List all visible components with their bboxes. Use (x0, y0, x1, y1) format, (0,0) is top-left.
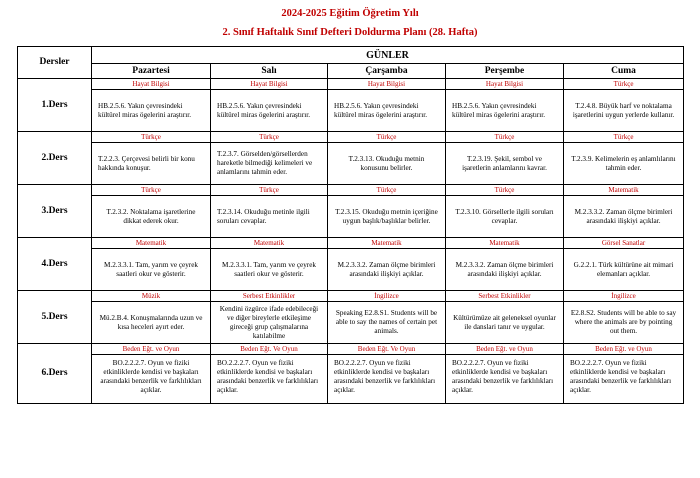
subject-label: Beden Eğt. ve Oyun (564, 344, 684, 355)
subject-label: Görsel Sanatlar (564, 238, 684, 249)
lesson-block-6 (18, 344, 684, 404)
objective-text: G.2.2.1. Türk kültürüne ait mimari elemanları açıklar. (564, 249, 684, 291)
lesson-label: 3.Ders (18, 185, 92, 238)
objective-text: BO.2.2.2.7. Oyun ve fiziki etkinliklerde kendisi ve başkaları arasındaki benzerlik ve farklılıkları açıklar. (328, 355, 446, 404)
subject-label: Matematik (92, 238, 211, 249)
subject-label: Matematik (211, 238, 328, 249)
objective-text: T.2.4.8. Büyük harf ve noktalama işaretlerini uygun yerlerde kullanır. (564, 90, 684, 132)
objective-text: Mü.2.B.4. Konuşmalarında uzun ve kısa heceleri ayırt eder. (92, 302, 211, 344)
lesson-block-5 (18, 291, 684, 344)
lesson-block-1 (18, 79, 684, 132)
day-header-monday: Pazartesi (92, 64, 211, 79)
objective-text: Speaking E2.8.S1. Students will be able to say the names of certain pet animals. (328, 302, 446, 344)
lesson-label: 4.Ders (18, 238, 92, 291)
lesson-block-2 (18, 132, 684, 185)
objective-text: BO.2.2.2.7. Oyun ve fiziki etkinliklerde kendisi ve başkaları arasındaki benzerlik ve farklılıkları açıklar. (92, 355, 211, 404)
subject-label: Serbest Etkinlikler (446, 291, 564, 302)
objective-text: T.2.3.10. Görsellerle ilgili soruları cevaplar. (446, 196, 564, 238)
objective-text: T.2.3.7. Görselden/görsellerden hareketle bilmediği kelimeleri ve anlamlarını tahmin eder. (211, 143, 328, 185)
objective-text: T.2.3.2. Noktalama işaretlerine dikkat ederek okur. (92, 196, 211, 238)
objective-text: M.2.3.3.2. Zaman ölçme birimleri arasındaki ilişkiyi açıklar. (328, 249, 446, 291)
objective-text: HB.2.5.6. Yakın çevresindeki kültürel miras ögelerini araştırır. (446, 90, 564, 132)
objective-text: HB.2.5.6. Yakın çevresindeki kültürel miras ögelerini araştırır. (92, 90, 211, 132)
subject-label: İngilizce (564, 291, 684, 302)
subject-label: İngilizce (328, 291, 446, 302)
days-header: GÜNLER (92, 47, 684, 64)
objective-text: HB.2.5.6. Yakın çevresindeki kültürel miras ögelerini araştırır. (211, 90, 328, 132)
subject-label: Türkçe (328, 185, 446, 196)
subject-label: Matematik (328, 238, 446, 249)
lessons-header: Dersler (18, 47, 92, 79)
subject-label: Beden Eğt. Ve Oyun (328, 344, 446, 355)
subject-label: Beden Eğt. ve Oyun (92, 344, 211, 355)
lesson-block-3 (18, 185, 684, 238)
objective-text: T.2.3.9. Kelimelerin eş anlamlılarını tahmin eder. (564, 143, 684, 185)
objective-text: T.2.3.19. Şekil, sembol ve işaretlerin anlamlarını kavrar. (446, 143, 564, 185)
subject-label: Matematik (446, 238, 564, 249)
objective-text: T.2.2.3. Çerçevesi belirli bir konu hakkında konuşur. (92, 143, 211, 185)
objective-text: BO.2.2.2.7. Oyun ve fiziki etkinliklerde kendisi ve başkaları arasındaki benzerlik ve farklılıkları açıklar. (211, 355, 328, 404)
objective-text: Kültürümüze ait geleneksel oyunlar ile danslari tanır ve uygular. (446, 302, 564, 344)
lesson-block-4 (18, 238, 684, 291)
subject-label: Türkçe (92, 132, 211, 143)
objective-text: Kendini özgürce ifade edebileceği ve diğer bireylerle etkileşime gireceği grup çalışmalarına katılabilme (211, 302, 328, 344)
objective-text: M.2.3.3.1. Tam, yarım ve çeyrek saatleri okur ve gösterir. (211, 249, 328, 291)
subject-label: Türkçe (446, 185, 564, 196)
subject-label: Beden Eğt. ve Oyun (446, 344, 564, 355)
day-header-thursday: Perşembe (446, 64, 564, 79)
subject-label: Beden Eğt. Ve Oyun (211, 344, 328, 355)
subject-label: Hayat Bilgisi (446, 79, 564, 90)
objective-text: T.2.3.15. Okuduğu metnin içeriğine uygun başlık/başlıklar belirler. (328, 196, 446, 238)
subject-label: Türkçe (564, 132, 684, 143)
day-header-wednesday: Çarşamba (328, 64, 446, 79)
document-title: 2024-2025 Eğitim Öğretim Yılı (281, 8, 419, 19)
lesson-label: 6.Ders (18, 344, 92, 404)
subject-label: Türkçe (328, 132, 446, 143)
objective-text: M.2.3.3.2. Zaman ölçme birimleri arasındaki ilişkiyi açıklar. (564, 196, 684, 238)
objective-text: HB.2.5.6. Yakın çevresindeki kültürel miras ögelerini araştırır. (328, 90, 446, 132)
lesson-label: 2.Ders (18, 132, 92, 185)
subject-label: Türkçe (211, 132, 328, 143)
objective-text: M.2.3.3.1. Tam, yarım ve çeyrek saatleri okur ve gösterir. (92, 249, 211, 291)
objective-text: BO.2.2.2.7. Oyun ve fiziki etkinliklerde kendisi ve başkaları arasındaki benzerlik ve farklılıkları açıklar. (446, 355, 564, 404)
lesson-label: 1.Ders (18, 79, 92, 132)
subject-label: Türkçe (92, 185, 211, 196)
document-subtitle: 2. Sınıf Haftalık Sınıf Defteri Doldurma Planı (28. Hafta) (222, 27, 478, 38)
objective-text: T.2.3.14. Okuduğu metinle ilgili soruları cevaplar. (211, 196, 328, 238)
day-header-friday: Cuma (564, 64, 684, 79)
objective-text: E2.8.S2. Students will be able to say where the animals are by pointing out them. (564, 302, 684, 344)
subject-label: Hayat Bilgisi (211, 79, 328, 90)
subject-label: Türkçe (446, 132, 564, 143)
objective-text: BO.2.2.2.7. Oyun ve fiziki etkinliklerde kendisi ve başkaları arasındaki benzerlik ve farklılıkları açıklar. (564, 355, 684, 404)
subject-label: Hayat Bilgisi (328, 79, 446, 90)
objective-text: T.2.3.13. Okuduğu metnin konusunu belirler. (328, 143, 446, 185)
subject-label: Türkçe (564, 79, 684, 90)
subject-label: Matematik (564, 185, 684, 196)
day-header-tuesday: Salı (211, 64, 328, 79)
weekly-plan-table (17, 46, 684, 404)
subject-label: Müzik (92, 291, 211, 302)
lesson-label: 5.Ders (18, 291, 92, 344)
objective-text: M.2.3.3.2. Zaman ölçme birimleri arasındaki ilişkiyi açıklar. (446, 249, 564, 291)
subject-label: Hayat Bilgisi (92, 79, 211, 90)
subject-label: Türkçe (211, 185, 328, 196)
subject-label: Serbest Etkinlikler (211, 291, 328, 302)
